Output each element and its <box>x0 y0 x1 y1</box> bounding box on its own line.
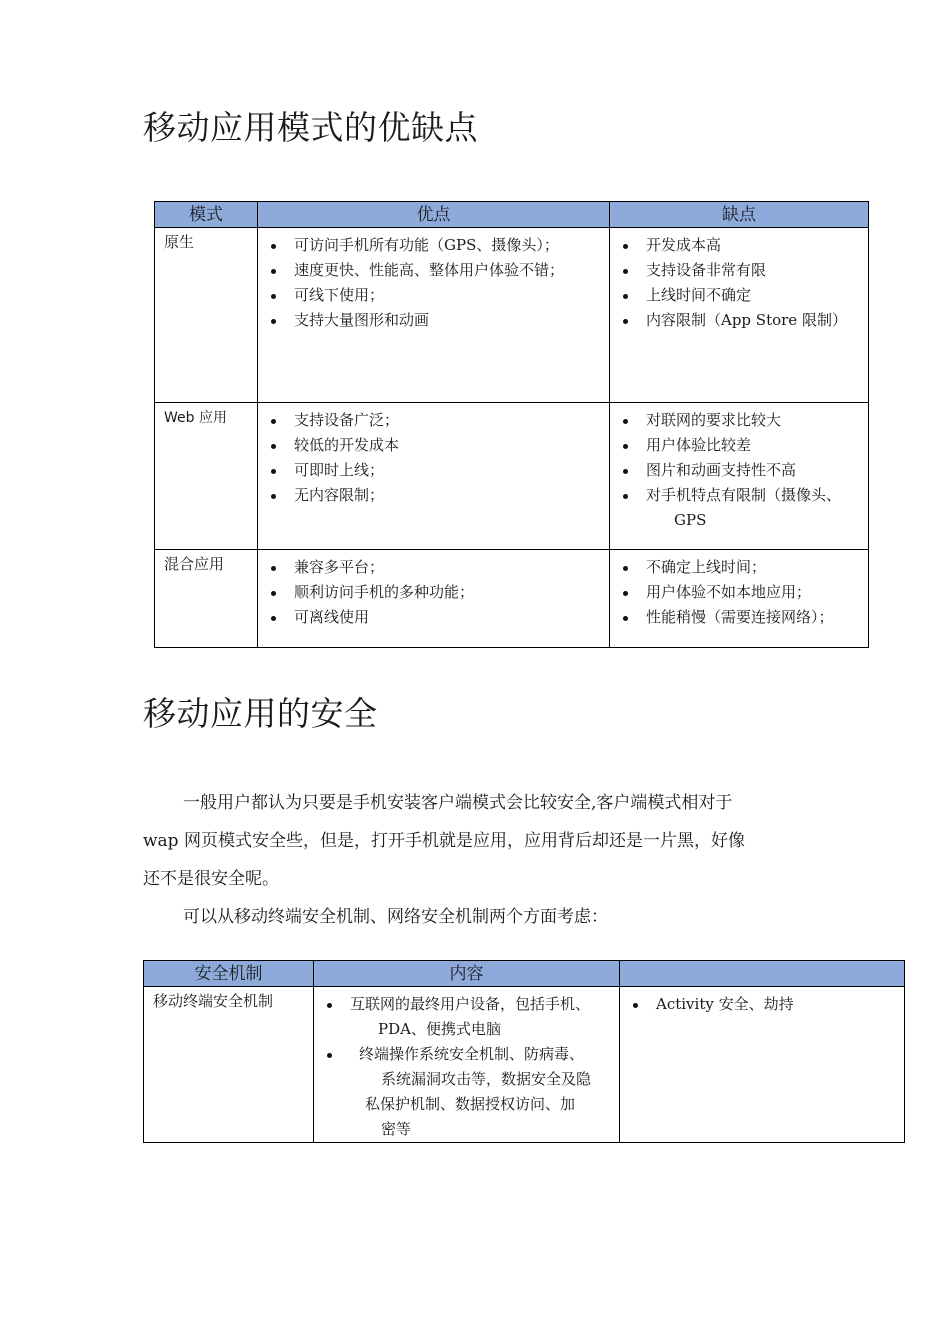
list-item: 顺利访问手机的多种功能； <box>258 580 603 605</box>
mode-cell: Web 应用 <box>155 403 258 550</box>
bullet-icon <box>623 319 628 324</box>
list-item: 无内容限制； <box>258 483 603 508</box>
list-item: 图片和动画支持性不高 <box>610 458 862 483</box>
header-mode: 模式 <box>155 202 258 228</box>
list-item: 支持大量图形和动画 <box>258 308 603 333</box>
list-item: 互联网的最终用户设备，包括手机、 PDA、便携式电脑 <box>314 992 613 1042</box>
header-cons: 缺点 <box>610 202 869 228</box>
list-item: 较低的开发成本 <box>258 433 603 458</box>
list-item: 用户体验比较差 <box>610 433 862 458</box>
list-item: 对手机特点有限制（摄像头、 GPS <box>610 483 862 533</box>
header-pros: 优点 <box>258 202 610 228</box>
list-item: 不确定上线时间； <box>610 555 862 580</box>
pros-cell <box>258 228 610 403</box>
table-row <box>155 403 869 550</box>
list-item: 可访问手机所有功能（GPS、摄像头）； <box>258 233 603 258</box>
list-item: 开发成本高 <box>610 233 862 258</box>
bullet-icon <box>327 1003 332 1008</box>
cons-cell <box>610 228 869 403</box>
extra-list <box>620 987 904 1017</box>
cons-list <box>610 403 868 533</box>
content-cell <box>314 987 620 1143</box>
bullet-icon <box>623 469 628 474</box>
table-row <box>155 550 869 648</box>
bullet-icon <box>623 269 628 274</box>
content-list <box>314 987 619 1142</box>
paragraph-line: 还不是很安全呢。 <box>143 869 279 889</box>
pros-list <box>258 228 609 333</box>
list-item: 支持设备广泛； <box>258 408 603 433</box>
pros-cell <box>258 403 610 550</box>
pros-cell <box>258 550 610 648</box>
section-title-pros-cons: 移动应用模式的优缺点 <box>143 108 478 147</box>
bullet-icon <box>633 1003 638 1008</box>
list-item: 速度更快、性能高、整体用户体验不错； <box>258 258 603 283</box>
header-extra <box>620 961 905 987</box>
list-item: 支持设备非常有限 <box>610 258 862 283</box>
bullet-icon <box>271 469 276 474</box>
bullet-icon <box>623 419 628 424</box>
security-table <box>143 960 905 1143</box>
modes-table <box>154 201 869 648</box>
paragraph-line: 一般用户都认为只要是手机安装客户端模式会比较安全,客户端模式相对于 <box>183 793 733 813</box>
bullet-icon <box>623 444 628 449</box>
bullet-icon <box>271 269 276 274</box>
header-mechanism: 安全机制 <box>144 961 314 987</box>
section-title-security: 移动应用的安全 <box>143 694 378 733</box>
table-row <box>144 987 905 1143</box>
bullet-icon <box>271 494 276 499</box>
bullet-icon <box>327 1053 332 1058</box>
extra-cell <box>620 987 905 1143</box>
bullet-icon <box>271 419 276 424</box>
list-item: 内容限制（App Store 限制） <box>610 308 862 333</box>
list-item-wrap: GPS <box>674 511 707 529</box>
list-item: 可即时上线； <box>258 458 603 483</box>
cons-list <box>610 228 868 333</box>
header-content: 内容 <box>314 961 620 987</box>
bullet-icon <box>271 444 276 449</box>
pros-list <box>258 550 609 630</box>
bullet-icon <box>271 244 276 249</box>
bullet-icon <box>271 591 276 596</box>
cons-cell <box>610 550 869 648</box>
list-item: Activity 安全、劫持 <box>620 992 898 1017</box>
bullet-icon <box>623 616 628 621</box>
cons-list <box>610 550 868 630</box>
mechanism-cell: 移动终端安全机制 <box>144 987 314 1143</box>
bullet-icon <box>271 566 276 571</box>
list-item: 可离线使用 <box>258 605 603 630</box>
table-row <box>155 228 869 403</box>
paragraph-line: 可以从移动终端安全机制、网络安全机制两个方面考虑： <box>183 907 608 927</box>
paragraph-line: wap 网页模式安全些，但是，打开手机就是应用，应用背后却还是一片黑，好像 <box>143 831 745 851</box>
bullet-icon <box>623 294 628 299</box>
bullet-icon <box>623 244 628 249</box>
bullet-icon <box>623 566 628 571</box>
bullet-icon <box>271 616 276 621</box>
list-item: 终端操作系统安全机制、防病毒、 系统漏洞攻击等，数据安全及隐 私保护机制、数据授权访问、加 密等 <box>314 1042 613 1142</box>
bullet-icon <box>271 294 276 299</box>
list-item: 可线下使用； <box>258 283 603 308</box>
list-item: 对联网的要求比较大 <box>610 408 862 433</box>
bullet-icon <box>623 494 628 499</box>
table-header-row <box>144 961 905 987</box>
bullet-icon <box>623 591 628 596</box>
table-header-row <box>155 202 869 228</box>
list-item: 兼容多平台； <box>258 555 603 580</box>
list-item: 用户体验不如本地应用； <box>610 580 862 605</box>
list-item: 上线时间不确定 <box>610 283 862 308</box>
pros-list <box>258 403 609 508</box>
mode-cell: 混合应用 <box>155 550 258 648</box>
list-item: 性能稍慢（需要连接网络）； <box>610 605 862 630</box>
cons-cell <box>610 403 869 550</box>
bullet-icon <box>271 319 276 324</box>
mode-cell: 原生 <box>155 228 258 403</box>
